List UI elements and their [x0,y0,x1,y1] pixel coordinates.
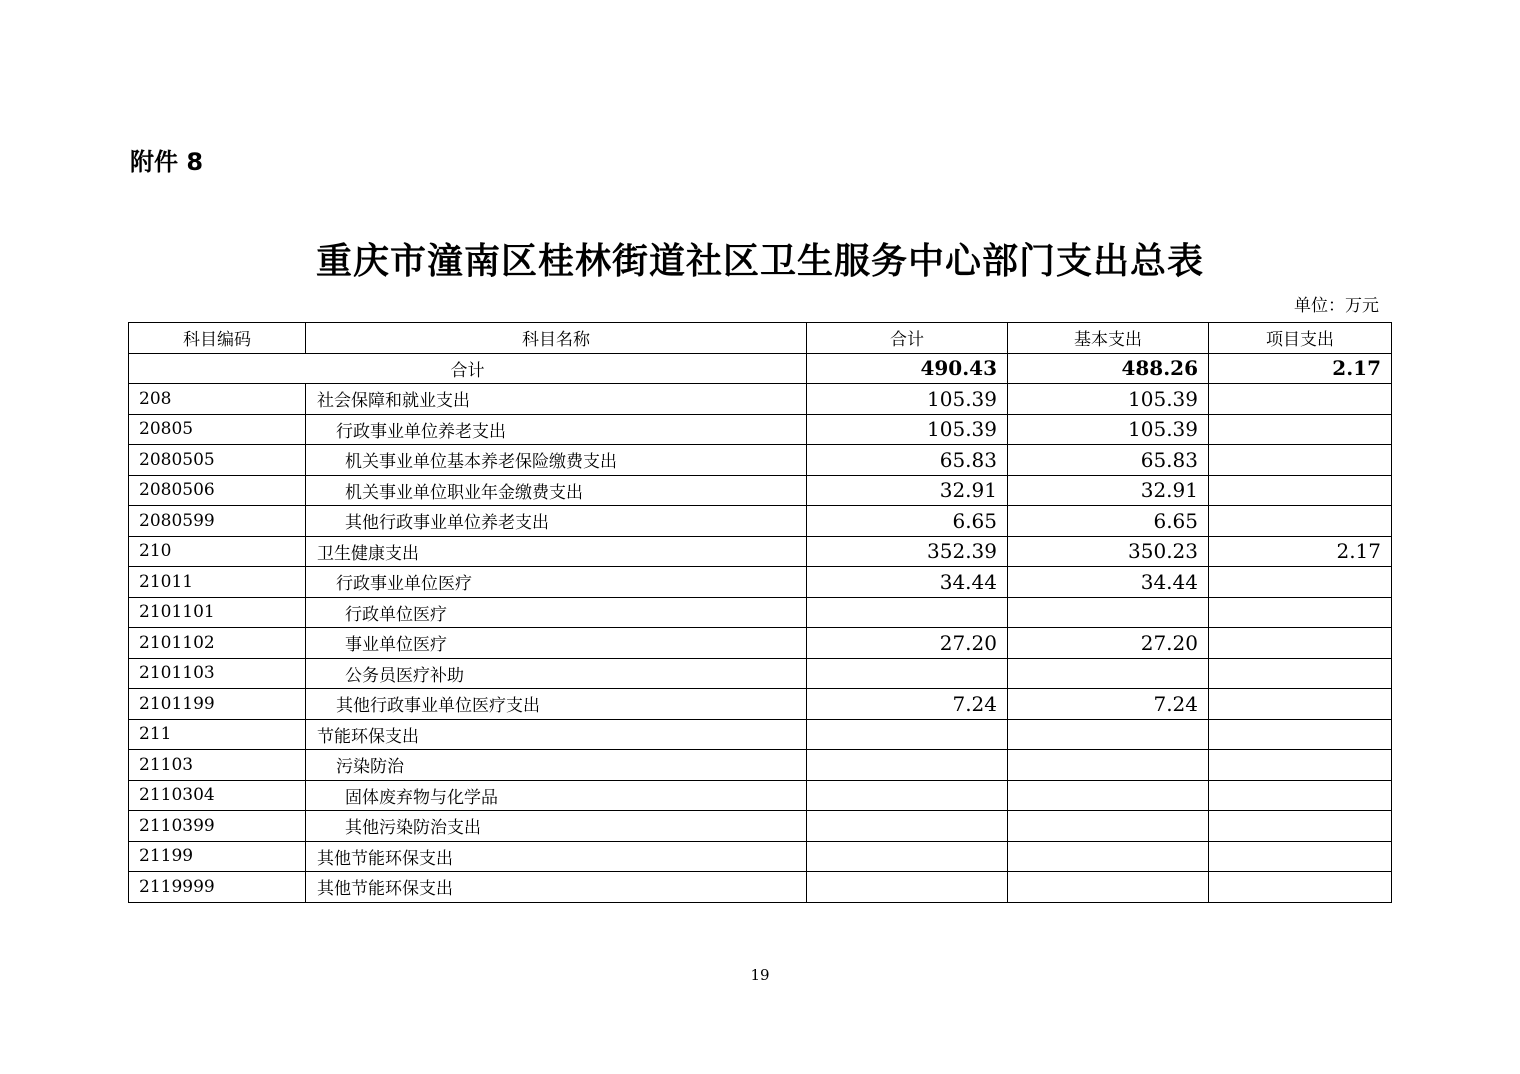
row-code: 21011 [129,567,306,598]
row-total [807,750,1008,781]
row-name: 其他行政事业单位养老支出 [306,506,807,537]
row-name: 其他节能环保支出 [306,841,807,872]
row-basic [1008,841,1209,872]
row-name: 机关事业单位职业年金缴费支出 [306,475,807,506]
row-code: 21199 [129,841,306,872]
total-row-project: 2.17 [1209,353,1392,384]
row-total: 34.44 [807,567,1008,598]
table-row [129,445,1392,476]
row-project [1209,872,1392,903]
row-total: 7.24 [807,689,1008,720]
row-name: 其他污染防治支出 [306,811,807,842]
row-project [1209,475,1392,506]
row-project [1209,689,1392,720]
table-row [129,597,1392,628]
row-basic: 105.39 [1008,384,1209,415]
row-basic: 105.39 [1008,414,1209,445]
row-project [1209,780,1392,811]
row-total: 352.39 [807,536,1008,567]
table-row [129,475,1392,506]
table-row [129,811,1392,842]
row-total: 27.20 [807,628,1008,659]
row-basic: 27.20 [1008,628,1209,659]
row-code: 2101101 [129,597,306,628]
row-name: 其他行政事业单位医疗支出 [306,689,807,720]
row-code: 211 [129,719,306,750]
row-total [807,841,1008,872]
row-code: 20805 [129,414,306,445]
row-name: 社会保障和就业支出 [306,384,807,415]
row-code: 2080505 [129,445,306,476]
table-body [129,353,1392,902]
row-code: 2101103 [129,658,306,689]
row-project [1209,597,1392,628]
attachment-label: 附件 8 [130,148,204,176]
row-basic: 7.24 [1008,689,1209,720]
row-total: 32.91 [807,475,1008,506]
row-basic: 350.23 [1008,536,1209,567]
row-project [1209,811,1392,842]
row-project [1209,384,1392,415]
row-project [1209,841,1392,872]
page-number: 19 [750,966,770,984]
row-name: 行政事业单位养老支出 [306,414,807,445]
unit-label: 单位：万元 [1294,296,1379,316]
row-basic: 6.65 [1008,506,1209,537]
table-row [129,872,1392,903]
table-row [129,780,1392,811]
row-project: 2.17 [1209,536,1392,567]
row-code: 2080506 [129,475,306,506]
expense-table [128,322,1392,903]
row-total: 65.83 [807,445,1008,476]
table-row [129,750,1392,781]
row-name: 其他节能环保支出 [306,872,807,903]
header-basic: 基本支出 [1008,323,1209,354]
row-project [1209,750,1392,781]
row-name: 污染防治 [306,750,807,781]
row-total [807,872,1008,903]
row-total [807,719,1008,750]
header-total: 合计 [807,323,1008,354]
row-name: 节能环保支出 [306,719,807,750]
table-row [129,384,1392,415]
row-total: 105.39 [807,384,1008,415]
row-project [1209,414,1392,445]
total-row-label: 合计 [129,353,807,384]
row-code: 2119999 [129,872,306,903]
header-project: 项目支出 [1209,323,1392,354]
row-basic: 34.44 [1008,567,1209,598]
row-name: 行政事业单位医疗 [306,567,807,598]
row-code: 2110399 [129,811,306,842]
table-header-row [129,323,1392,354]
row-basic [1008,597,1209,628]
row-name: 事业单位医疗 [306,628,807,659]
table-row [129,689,1392,720]
row-name: 卫生健康支出 [306,536,807,567]
row-name: 行政单位医疗 [306,597,807,628]
row-total: 6.65 [807,506,1008,537]
row-code: 2101102 [129,628,306,659]
row-code: 208 [129,384,306,415]
row-code: 2101199 [129,689,306,720]
row-total [807,780,1008,811]
row-basic [1008,750,1209,781]
row-basic: 65.83 [1008,445,1209,476]
table-row [129,567,1392,598]
row-project [1209,658,1392,689]
row-basic [1008,719,1209,750]
row-total [807,597,1008,628]
table-row [129,506,1392,537]
row-project [1209,628,1392,659]
row-basic: 32.91 [1008,475,1209,506]
row-name: 机关事业单位基本养老保险缴费支出 [306,445,807,476]
row-code: 210 [129,536,306,567]
row-name: 公务员医疗补助 [306,658,807,689]
row-total: 105.39 [807,414,1008,445]
table-row [129,414,1392,445]
table-row [129,658,1392,689]
total-row [129,353,1392,384]
row-code: 2110304 [129,780,306,811]
header-code: 科目编码 [129,323,306,354]
table-row [129,536,1392,567]
row-project [1209,445,1392,476]
row-basic [1008,780,1209,811]
row-basic [1008,811,1209,842]
table-row [129,719,1392,750]
row-basic [1008,872,1209,903]
row-total [807,811,1008,842]
row-total [807,658,1008,689]
row-basic [1008,658,1209,689]
document-title: 重庆市潼南区桂林街道社区卫生服务中心部门支出总表 [315,241,1204,282]
total-row-basic: 488.26 [1008,353,1209,384]
row-project [1209,506,1392,537]
row-code: 21103 [129,750,306,781]
row-project [1209,567,1392,598]
header-name: 科目名称 [306,323,807,354]
table-row [129,841,1392,872]
total-row-total: 490.43 [807,353,1008,384]
row-project [1209,719,1392,750]
row-name: 固体废弃物与化学品 [306,780,807,811]
table-row [129,628,1392,659]
row-code: 2080599 [129,506,306,537]
